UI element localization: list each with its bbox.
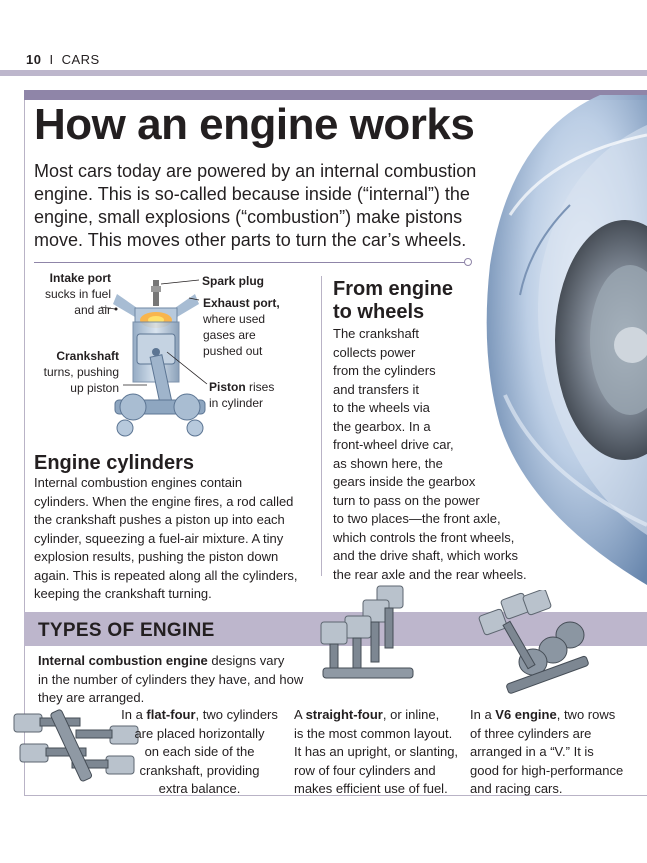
flat-four-line-1 bbox=[112, 706, 287, 725]
types-intro-rest: designs vary bbox=[207, 653, 285, 668]
section-divider bbox=[34, 262, 466, 263]
types-intro bbox=[38, 652, 303, 708]
wheels-line: gears inside the gearbox bbox=[333, 474, 476, 489]
flat-four-caption bbox=[112, 706, 287, 799]
wheels-line: to the wheels via bbox=[333, 400, 430, 415]
flat-four-pre: In a bbox=[121, 707, 147, 722]
v6-pre: In a bbox=[470, 707, 496, 722]
column-divider bbox=[321, 276, 322, 576]
wheels-line: to two places—the front axle, bbox=[333, 511, 501, 526]
wheels-line: as shown here, the bbox=[333, 455, 443, 471]
v6-bold: V6 engine bbox=[495, 707, 557, 722]
exhaust-port-title: Exhaust port, bbox=[203, 296, 280, 310]
straight-four-pre: A bbox=[294, 707, 306, 722]
running-header bbox=[26, 52, 100, 67]
crankshaft-label bbox=[30, 348, 119, 396]
v6-caption bbox=[470, 706, 623, 799]
cylinders-line: keeping the crankshaft turning. bbox=[34, 586, 212, 601]
straight-four-caption bbox=[294, 706, 458, 799]
straight-four-line-3: It has an upright, or slanting, bbox=[294, 744, 459, 759]
spark-plug-label bbox=[202, 273, 264, 289]
crankshaft-desc-2: up piston bbox=[70, 381, 119, 395]
types-intro-line-3: they are arranged. bbox=[38, 690, 145, 705]
flat-four-bold: flat-four bbox=[146, 707, 196, 722]
from-engine-heading bbox=[333, 278, 453, 324]
header-rule bbox=[0, 70, 647, 76]
wheels-line: the rear axle and the rear wheels. bbox=[333, 566, 527, 582]
intake-port-title: Intake port bbox=[49, 271, 111, 285]
types-intro-line-1 bbox=[38, 652, 303, 671]
piston-title: Piston bbox=[209, 380, 246, 394]
wheels-line: and transfers it bbox=[333, 381, 419, 397]
page-number: 10 bbox=[26, 52, 42, 67]
types-heading: TYPES OF ENGINE bbox=[38, 620, 215, 641]
straight-four-line-5: makes efficient use of fuel. bbox=[294, 781, 448, 796]
v6-line-3: arranged in a “V.” It is bbox=[470, 744, 594, 759]
section-name: CARS bbox=[61, 52, 100, 67]
exhaust-port-label bbox=[203, 295, 280, 359]
v6-line-4: good for high-performance bbox=[470, 762, 624, 778]
piston-label bbox=[209, 379, 274, 411]
v6-line-1 bbox=[470, 706, 623, 725]
from-engine-heading-2: to wheels bbox=[333, 301, 425, 323]
from-engine-body bbox=[333, 325, 527, 584]
header-separator: I bbox=[49, 52, 54, 67]
straight-four-line-1 bbox=[294, 706, 458, 725]
wheels-line: The crankshaft bbox=[333, 326, 419, 341]
piston-desc-2: in cylinder bbox=[209, 396, 264, 410]
engine-cylinders-body bbox=[34, 474, 319, 604]
v6-illustration bbox=[475, 590, 610, 700]
intake-port-desc-1: sucks in fuel bbox=[44, 287, 111, 301]
wheels-line: turn to pass on the power bbox=[333, 492, 480, 508]
straight-four-post: , or inline, bbox=[382, 707, 440, 722]
flat-four-line-5: extra balance. bbox=[158, 781, 241, 796]
wheels-line: collects power bbox=[333, 344, 416, 360]
v6-line-2: of three cylinders are bbox=[470, 725, 592, 741]
intro-paragraph: Most cars today are powered by an internal combustion engine. This is so-called because inside (“internal”) the engine, small explosions (“combustion”) make pistons move. This moves other parts to turn the car’s wheels. bbox=[34, 161, 477, 250]
cylinders-line: cylinders. When the engine fires, a rod called bbox=[34, 493, 294, 509]
wheels-line: the gearbox. In a bbox=[333, 418, 431, 434]
page-title: How an engine works bbox=[34, 100, 475, 149]
cylinders-line: cylinder, squeezing a fuel-air mixture. A tiny bbox=[34, 530, 284, 546]
engine-cylinders-heading: Engine cylinders bbox=[34, 452, 195, 474]
crankshaft-title: Crankshaft bbox=[56, 349, 119, 363]
piston-desc-rest: rises bbox=[245, 380, 275, 394]
wheels-line: front-wheel drive car, bbox=[333, 437, 454, 452]
divider-end-dot bbox=[464, 258, 472, 266]
straight-four-line-2: is the most common layout. bbox=[294, 725, 453, 741]
spark-plug-title: Spark plug bbox=[202, 274, 265, 288]
straight-four-illustration bbox=[315, 582, 425, 702]
intake-port-desc-2: and air bbox=[74, 303, 111, 317]
cylinders-line: the crankshaft pushes a piston up into each bbox=[34, 512, 285, 527]
straight-four-bold: straight-four bbox=[305, 707, 383, 722]
intake-port-label bbox=[30, 270, 111, 318]
straight-four-line-4: row of four cylinders and bbox=[294, 762, 436, 778]
v6-post: , two rows bbox=[556, 707, 616, 722]
flat-four-line-3: on each side of the bbox=[144, 744, 255, 759]
cylinders-line: again. This is repeated along all the cylinders, bbox=[34, 567, 298, 583]
crankshaft-desc-1: turns, pushing bbox=[43, 365, 119, 379]
v6-line-5: and racing cars. bbox=[470, 781, 563, 796]
exhaust-port-desc-2: gases are bbox=[203, 328, 256, 342]
flat-four-post: , two cylinders bbox=[195, 707, 278, 722]
types-intro-bold: Internal combustion engine bbox=[38, 653, 208, 668]
flat-four-line-4: crankshaft, providing bbox=[139, 762, 260, 778]
types-intro-line-2: in the number of cylinders they have, and how bbox=[38, 671, 304, 687]
wheels-line: which controls the front wheels, bbox=[333, 529, 515, 545]
from-engine-heading-1: From engine bbox=[333, 278, 454, 300]
exhaust-port-desc-3: pushed out bbox=[203, 344, 263, 358]
cylinders-line: Internal combustion engines contain bbox=[34, 475, 243, 490]
cylinders-line: explosion results, pushing the piston down bbox=[34, 549, 279, 564]
wheels-line: from the cylinders bbox=[333, 363, 436, 378]
wheels-line: and the drive shaft, which works bbox=[333, 548, 518, 563]
flat-four-line-2: are placed horizontally bbox=[134, 725, 265, 741]
exhaust-port-desc-1: where used bbox=[203, 312, 266, 326]
